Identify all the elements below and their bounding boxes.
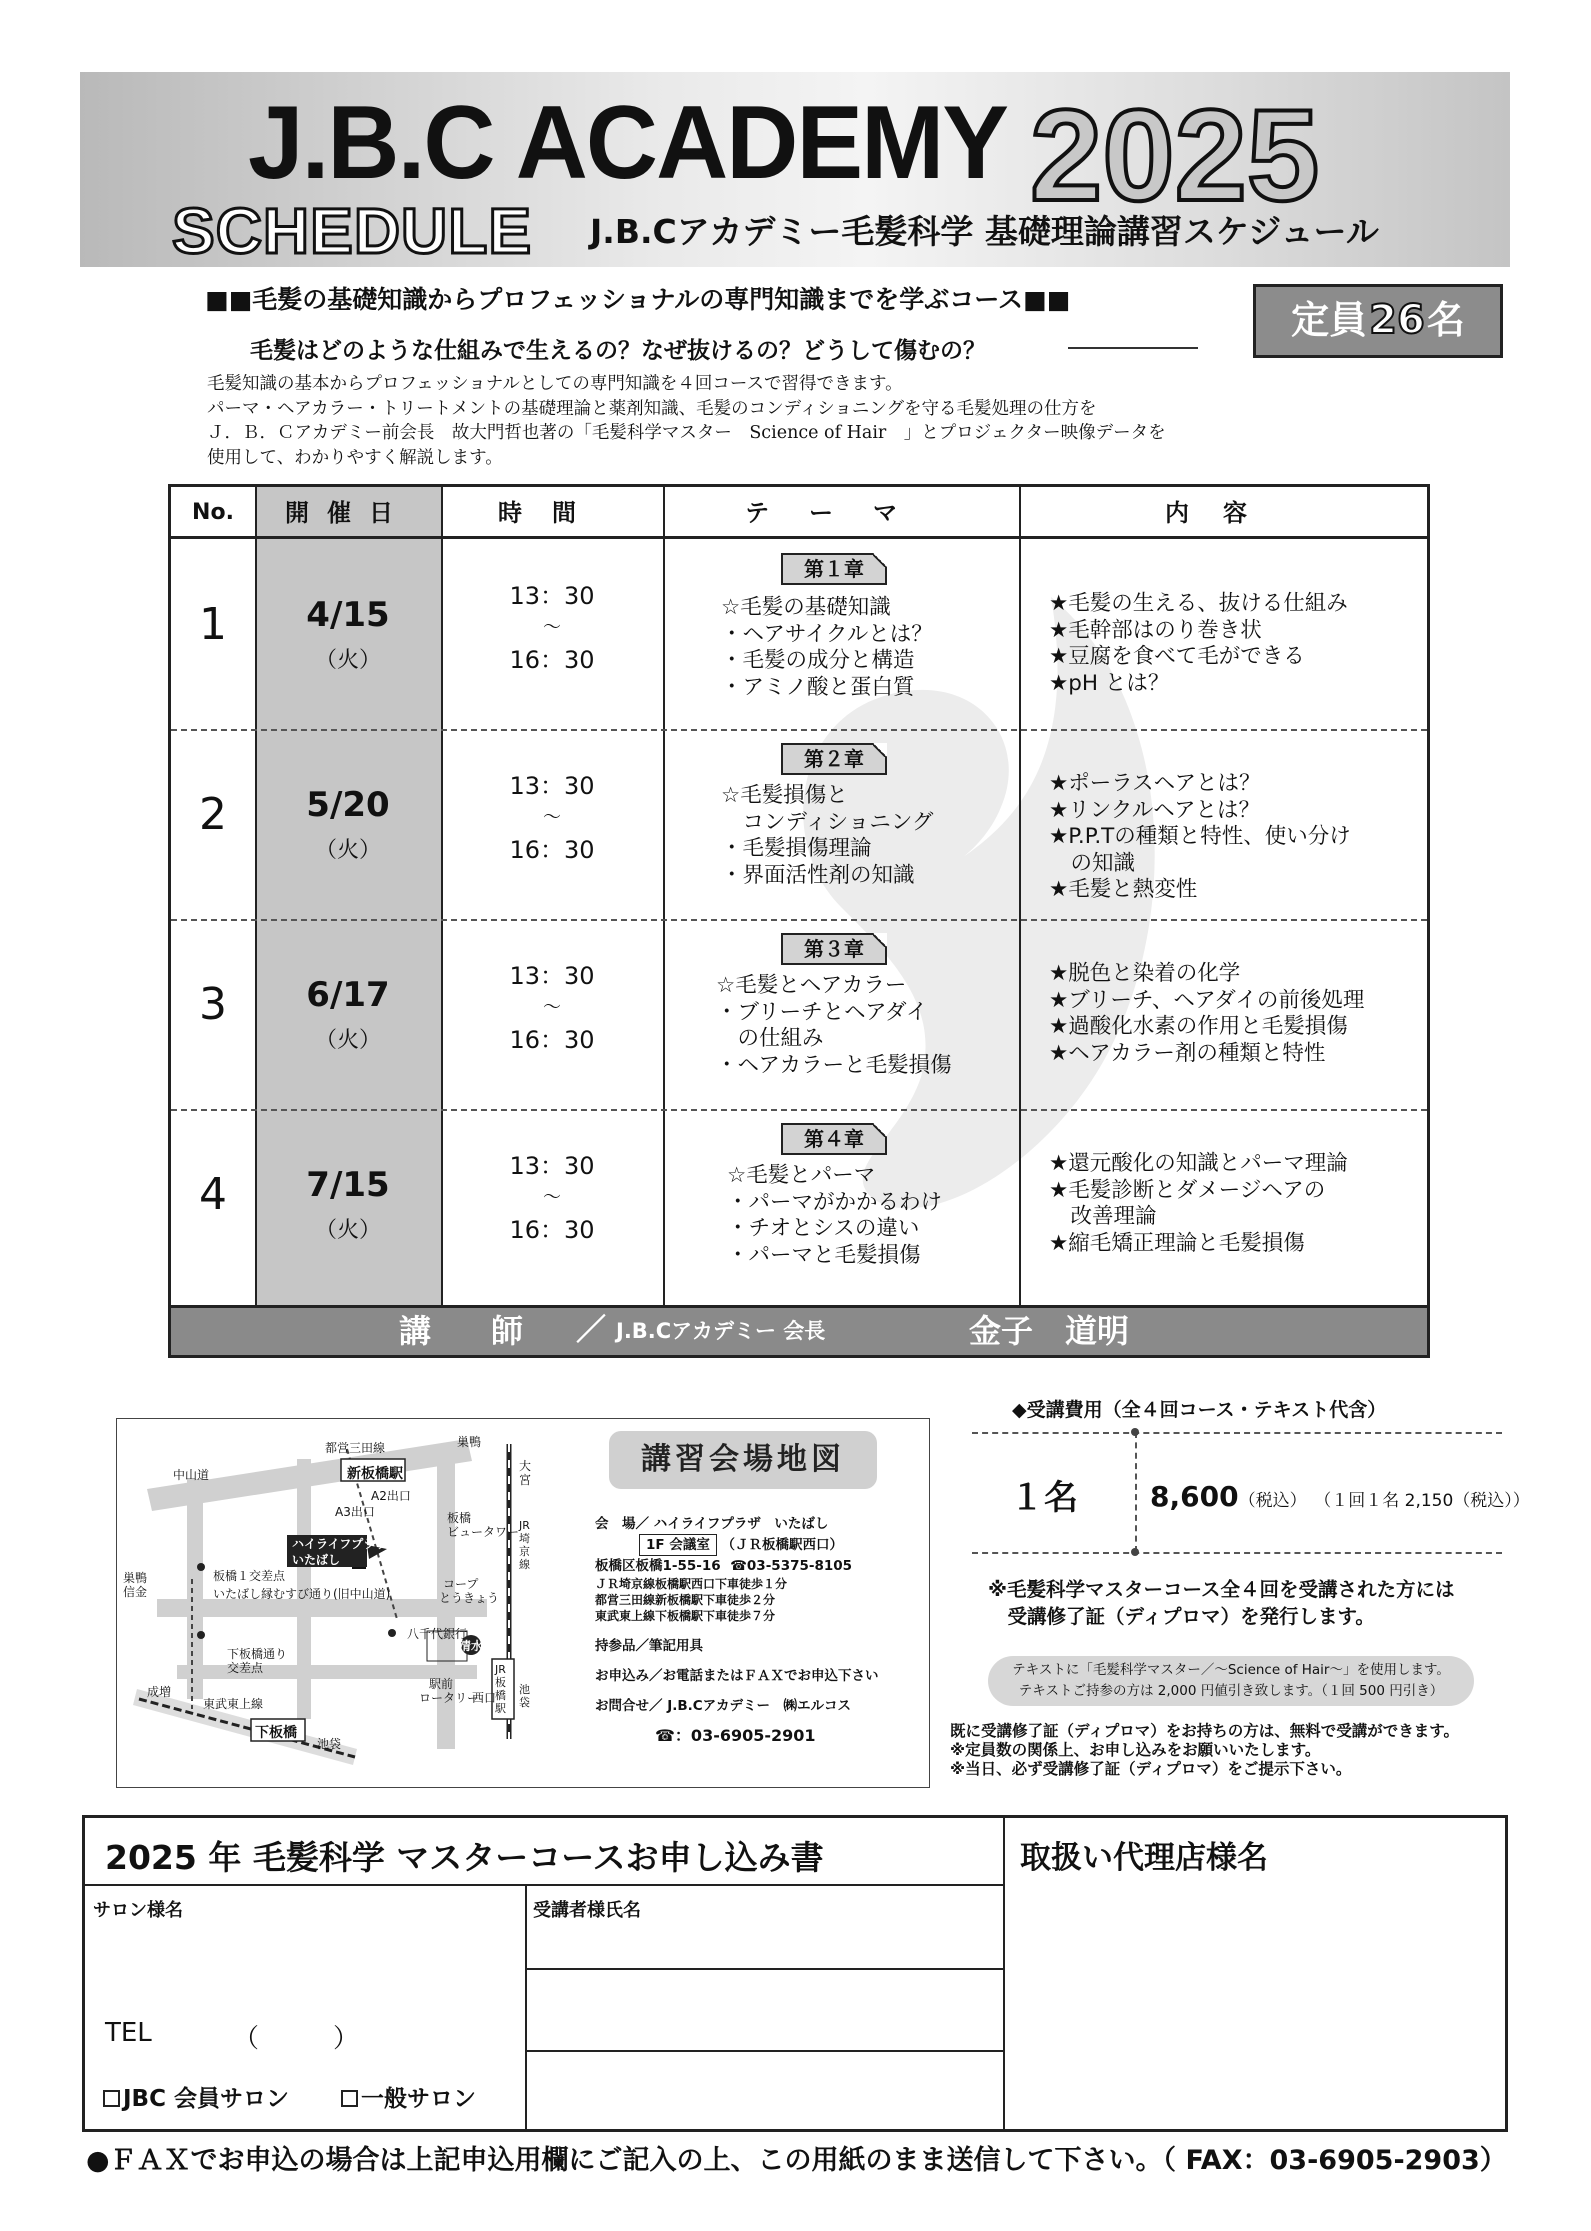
- application-form: [82, 1815, 1508, 2132]
- theme-line: コンディショニング: [721, 809, 934, 835]
- lecturer-slash: ／: [576, 1313, 606, 1348]
- map-label: 東武東上線: [203, 1697, 264, 1711]
- chapter-tag: 第４章: [781, 1123, 887, 1155]
- session-time: [441, 769, 663, 867]
- map-label: 巣鴨: [457, 1435, 482, 1449]
- lecturer-name: 金子 道明: [969, 1312, 1130, 1350]
- capacity-badge: [1253, 284, 1503, 358]
- general-salon-checkbox[interactable]: [341, 2080, 476, 2113]
- year-title: 2025: [1030, 82, 1320, 228]
- map-label: 清水: [459, 1639, 484, 1653]
- content-line: ★豆腐を食べて毛ができる: [1049, 644, 1305, 669]
- description-line: パーマ・ヘアカラー・トリートメントの基礎理論と薬剤知識、毛髪のコンディショニングを守る毛髪処理の仕方を: [207, 398, 1097, 419]
- lecturer-bar: [171, 1305, 1427, 1355]
- textbook-note: [988, 1656, 1474, 1706]
- session-weekday: （火）: [314, 648, 381, 673]
- note-line: 既に受講修了証（ディプロマ）をお持ちの方は、無料で受講ができます。: [950, 1722, 1460, 1740]
- session-date: 7/15: [306, 1165, 390, 1205]
- time-separator: 〜: [543, 617, 561, 638]
- theme-line: ・パーマと毛髪損傷: [727, 1242, 921, 1268]
- venue-map: [116, 1418, 930, 1788]
- map-label: 中山道: [173, 1468, 210, 1482]
- map-label: 板橋１交差点: [213, 1569, 286, 1583]
- map-label: 信金: [123, 1585, 148, 1599]
- session-time: [441, 1149, 663, 1247]
- header-theme: テーマ: [745, 499, 937, 527]
- map-label: JR埼京線: [519, 1519, 530, 1571]
- theme-line: ☆毛髪の基礎知識: [721, 595, 891, 620]
- map-label: 板橋: [447, 1511, 472, 1525]
- map-label: 池袋: [519, 1683, 530, 1709]
- map-label: 下板橋: [255, 1725, 297, 1741]
- map-label: 新板橋駅: [347, 1466, 403, 1482]
- theme-line: ・ブリーチとヘアダイ: [716, 999, 928, 1025]
- time-separator: 〜: [543, 997, 561, 1018]
- content-line: ★pH とは？: [1049, 670, 1170, 696]
- map-label: 西口: [472, 1691, 497, 1705]
- table-header: [171, 487, 1427, 539]
- notes: [950, 1722, 1459, 1779]
- session-date: 4/15: [306, 595, 390, 635]
- end-time: 16：30: [509, 1026, 595, 1054]
- content-line: の知識: [1049, 850, 1136, 876]
- price-per-session: （１回１名 2,150（税込））: [1314, 1491, 1530, 1511]
- course-line: ■■毛髪の基礎知識からプロフェッショナルの専門知識までを学ぶコース■■: [205, 285, 1071, 314]
- map-label: 八千代銀行: [407, 1627, 468, 1641]
- divider: [1068, 347, 1198, 349]
- header-no: No.: [192, 500, 234, 525]
- map-label: いたばし縁むすび通り(旧中山道): [213, 1587, 391, 1601]
- time-separator: 〜: [543, 807, 561, 828]
- venue-info: [595, 1514, 879, 1746]
- form-divider: [525, 1884, 527, 2129]
- venue-phone: ☎03-5375-8105: [730, 1558, 853, 1574]
- chapter-tag: 第３章: [781, 933, 887, 965]
- content-line: ★過酸化水素の作用と毛髪損傷: [1049, 1014, 1348, 1039]
- theme-line: の仕組み: [716, 1026, 824, 1051]
- map-label: 大宮: [519, 1459, 532, 1487]
- start-time: 13：30: [509, 772, 595, 800]
- theme-line: ・チオとシスの違い: [727, 1216, 920, 1241]
- textbook-line: テキストに「毛髪科学マスター／〜Science of Hair〜」を使用します。: [1012, 1662, 1450, 1678]
- venue-hall-line: [595, 1534, 879, 1556]
- diploma-line: ※毛髪科学マスターコース全４回を受講された方には: [988, 1578, 1455, 1601]
- map-label: JR板橋駅: [495, 1663, 506, 1715]
- end-time: 16：30: [509, 836, 595, 864]
- hall-badge: 1F 会議室: [639, 1534, 717, 1556]
- content-line: ★毛幹部はのり巻き状: [1049, 617, 1262, 643]
- divider: [972, 1552, 1502, 1554]
- header-time: 時間: [498, 499, 606, 527]
- contact-line: お問合せ／ J.B.Cアカデミー ㈱エルコス: [595, 1698, 852, 1714]
- content-line: ★還元酸化の知識とパーマ理論: [1049, 1151, 1348, 1176]
- question-line: 毛髪はどのような仕組みで生えるの？なぜ抜けるの？どうして傷むの？: [250, 338, 986, 364]
- map-label: A3出口: [335, 1505, 375, 1519]
- divider: [1135, 1432, 1137, 1552]
- apply-line: お申込み／お電話またはＦＡＸでお申込下さい: [595, 1668, 879, 1684]
- address: 板橋区板橋1-55-16: [595, 1558, 721, 1574]
- session-weekday: （火）: [314, 838, 381, 863]
- divider: [972, 1432, 1502, 1434]
- price-tax: （税込）: [1238, 1491, 1307, 1511]
- form-title: 2025 年 毛髪科学 マスターコースお申し込み書: [105, 1838, 824, 1877]
- address-line: [595, 1556, 879, 1576]
- map-title: 講習会場地図: [609, 1431, 877, 1489]
- header-date: 開催日: [255, 487, 441, 536]
- content-line: ★毛髪と熱変性: [1049, 877, 1198, 902]
- session-weekday: （火）: [314, 1028, 381, 1053]
- capacity-suffix: 名: [1426, 298, 1465, 342]
- session-no: 2: [199, 789, 227, 840]
- session-theme: [721, 595, 933, 701]
- form-divider: [525, 2050, 1003, 2052]
- theme-line: ・アミノ酸と蛋白質: [721, 674, 915, 700]
- tel-paren-open: （: [233, 2024, 260, 2054]
- session-content: [1049, 771, 1351, 904]
- capacity-number: 26: [1369, 297, 1425, 343]
- theme-line: ☆毛髪とヘアカラー: [716, 973, 907, 998]
- venue-line: 会 場／ ハイライフプラザ いたばし: [595, 1516, 829, 1532]
- start-time: 13：30: [509, 582, 595, 610]
- map-label: いたばし: [292, 1553, 341, 1567]
- session-no: 3: [199, 979, 227, 1030]
- map-label: 池袋: [317, 1737, 342, 1751]
- content-line: ★ブリーチ、ヘアダイの前後処理: [1049, 987, 1365, 1013]
- session-theme: [716, 973, 952, 1079]
- capacity-prefix: 定員: [1291, 298, 1368, 342]
- content-line: ★リンクルヘアとは？: [1049, 797, 1261, 823]
- bring-line: 持参品／筆記用具: [595, 1638, 703, 1654]
- start-time: 13：30: [509, 1152, 595, 1180]
- form-divider: [85, 1884, 1003, 1886]
- form-divider: [525, 1968, 1003, 1970]
- content-line: ★P.P.Tの種類と特性、使い分け: [1049, 824, 1351, 849]
- access-line: ＪＲ埼京線板橋駅西口下車徒歩１分: [595, 1577, 788, 1591]
- price-value: 8,600: [1150, 1480, 1239, 1513]
- content-line: ★ヘアカラー剤の種類と特性: [1049, 1040, 1326, 1066]
- checkbox-icon[interactable]: [103, 2090, 120, 2107]
- session-date: 6/17: [306, 975, 390, 1015]
- member-salon-checkbox[interactable]: [103, 2080, 289, 2113]
- map-label: A2出口: [371, 1489, 411, 1503]
- session-row: [171, 919, 1427, 1109]
- theme-line: ・毛髪損傷理論: [721, 836, 872, 861]
- theme-line: ・ヘアカラーと毛髪損傷: [716, 1052, 952, 1078]
- end-time: 16：30: [509, 1216, 595, 1244]
- description: [207, 372, 1166, 470]
- map-label: とうきょう: [439, 1591, 500, 1605]
- schedule-table: [168, 484, 1430, 1358]
- session-row: [171, 1109, 1427, 1299]
- chapter-tag: 第１章: [781, 553, 887, 585]
- chapter-tag: 第２章: [781, 743, 887, 775]
- description-line: 毛髪知識の基本からプロフェッショナルとしての専門知識を４回コースで習得できます。: [207, 374, 903, 394]
- contact-phone: ☎：03-6905-2901: [655, 1726, 816, 1745]
- dot-icon: [1131, 1548, 1139, 1556]
- content-line: ★ポーラスヘアとは？: [1049, 771, 1261, 796]
- agency-label[interactable]: 取扱い代理店様名: [1020, 1840, 1268, 1876]
- description-line: 使用して、わかりやすく解説します。: [207, 447, 503, 468]
- map-label: ハイライフプラザ: [292, 1537, 388, 1551]
- map-label: ビュータワー: [447, 1525, 520, 1539]
- tel-paren-close: ）: [333, 2024, 360, 2054]
- fee-price: [1150, 1480, 1530, 1513]
- access-line: 都営三田線新板橋駅下車徒歩２分: [595, 1593, 776, 1607]
- session-time: [441, 959, 663, 1057]
- diploma-note: [988, 1576, 1454, 1630]
- map-label: ロータリー: [419, 1691, 480, 1705]
- session-theme: [721, 783, 933, 889]
- theme-line: ・ヘアサイクルとは？: [721, 621, 933, 647]
- session-no: 1: [199, 599, 227, 650]
- hall-note: （ＪＲ板橋駅西口）: [721, 1537, 844, 1553]
- access-line: 東武東上線下板橋駅下車徒歩７分: [595, 1609, 776, 1623]
- map-label: 都営三田線: [325, 1441, 386, 1455]
- theme-line: ・毛髪の成分と構造: [721, 648, 915, 673]
- session-weekday: （火）: [314, 1218, 381, 1243]
- session-content: [1049, 591, 1348, 697]
- start-time: 13：30: [509, 962, 595, 990]
- note-line: ※当日、必ず受講修了証（ディプロマ）をご提示下さい。: [950, 1760, 1352, 1778]
- session-date: 5/20: [306, 785, 390, 825]
- attendee-name-field[interactable]: 受講者様氏名: [533, 1900, 641, 1921]
- academy-title: J.B.C ACADEMY: [248, 85, 1008, 201]
- title-banner: [80, 72, 1510, 267]
- fax-instruction: ●ＦＡＸでお申込の場合は上記申込用欄にご記入の上、この用紙のまま送信して下さい。（ FAX：03-6905-2903）: [86, 2145, 1507, 2176]
- session-content: [1049, 961, 1364, 1067]
- content-line: ★毛髪診断とダメージヘアの: [1049, 1177, 1326, 1203]
- theme-line: ・パーマがかかるわけ: [727, 1189, 943, 1215]
- content-line: 改善理論: [1049, 1204, 1157, 1229]
- session-no: 4: [199, 1169, 227, 1220]
- map-label: コープ: [443, 1577, 479, 1591]
- map-label: 交差点: [227, 1661, 264, 1675]
- session-row: [171, 539, 1427, 729]
- form-divider: [1003, 1818, 1005, 2129]
- end-time: 16：30: [509, 646, 595, 674]
- content-line: ★脱色と染着の化学: [1049, 961, 1241, 986]
- time-separator: 〜: [543, 1187, 561, 1208]
- lecturer-org: J.B.Cアカデミー 会長: [616, 1319, 826, 1343]
- map-label: 成増: [147, 1685, 172, 1699]
- theme-line: ☆毛髪損傷と: [721, 783, 848, 808]
- theme-line: ・界面活性剤の知識: [721, 862, 915, 888]
- general-salon-label: 一般サロン: [361, 2086, 476, 2112]
- member-salon-label: JBC 会員サロン: [123, 2086, 289, 2112]
- dot-icon: [1131, 1428, 1139, 1436]
- lecturer-label: 講 師: [399, 1312, 538, 1350]
- fee-quantity: １名: [1010, 1478, 1078, 1518]
- tel-field[interactable]: TEL: [105, 2018, 152, 2048]
- fee-heading: ◆受講費用（全４回コース・テキスト代含）: [1012, 1399, 1387, 1421]
- description-line: Ｊ．Ｂ．Ｃアカデミー前会長 故大門哲也著の「毛髪科学マスター Science of Hair 」とプロジェクター映像データを: [207, 423, 1166, 443]
- subtitle: J.B.Cアカデミー毛髪科学 基礎理論講習スケジュール: [590, 212, 1379, 251]
- diploma-line: 受講修了証（ディプロマ）を発行します。: [988, 1605, 1375, 1628]
- content-line: ★縮毛矯正理論と毛髪損傷: [1049, 1230, 1305, 1256]
- checkbox-icon[interactable]: [341, 2090, 358, 2107]
- header-content: 内容: [1165, 499, 1281, 527]
- content-line: ★毛髪の生える、抜ける仕組み: [1049, 591, 1348, 616]
- map-label: 下板橋通り: [227, 1647, 288, 1661]
- theme-line: ☆毛髪とパーマ: [727, 1163, 876, 1188]
- session-row: [171, 729, 1427, 919]
- map-label: 駅前: [429, 1677, 454, 1691]
- textbook-line: テキストご持参の方は 2,000 円値引き致します。（１回 500 円引き）: [1018, 1683, 1444, 1699]
- session-time: [441, 579, 663, 677]
- note-line: ※定員数の関係上、お申し込みをお願いいたします。: [950, 1741, 1321, 1759]
- map-label: 巣鴨: [123, 1571, 148, 1585]
- salon-name-field[interactable]: サロン様名: [93, 1900, 183, 1921]
- session-theme: [727, 1163, 942, 1269]
- session-content: [1049, 1151, 1348, 1257]
- schedule-word: SCHEDULE: [172, 195, 533, 267]
